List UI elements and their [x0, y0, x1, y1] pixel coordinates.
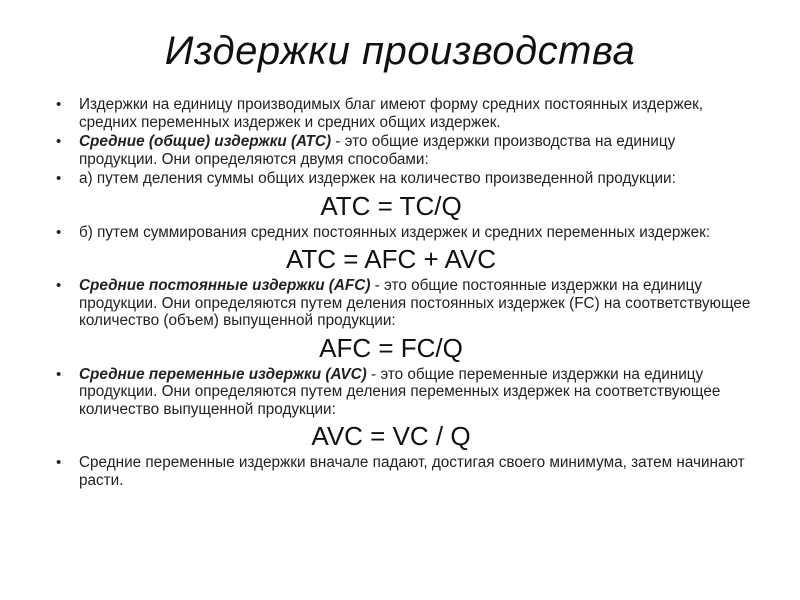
bullet-item	[56, 277, 756, 330]
bullet-dot: •	[56, 454, 62, 471]
bullet-dot: •	[56, 223, 62, 241]
bullet-text: Средние переменные издержки вначале падают, достигая своего минимума, затем начинают расти.	[79, 454, 745, 489]
bullet-item	[56, 170, 756, 188]
bullet-item	[56, 366, 756, 419]
bullet-text: а) путем деления суммы общих издержек на количество произведенной продукции:	[79, 170, 676, 187]
term-avc: Средние переменные издержки (AVC)	[79, 365, 367, 383]
bullet-dot: •	[56, 133, 62, 150]
bullet-dot: •	[56, 96, 62, 113]
term-atc: Средние (общие) издержки (АТС)	[79, 133, 332, 150]
bullet-text: б) путем суммирования средних постоянных издержек и средних переменных издержек:	[79, 223, 711, 241]
formula-afc-fc-q: AFC = FC/Q	[319, 332, 463, 363]
slide-title: Издержки производства	[164, 29, 636, 73]
bullet-item	[56, 454, 756, 489]
term-afc: Средние постоянные издержки (AFC)	[79, 277, 371, 294]
bullet-item	[56, 224, 756, 242]
bullet-dot: •	[56, 365, 62, 383]
formula-atc-tc-q: ATC = TC/Q	[320, 190, 462, 221]
bullet-text: - это общие постоянные издержки на единицу продукции. Они определяются путем деления постоянных издержек (FC) на соответствующее количество (объем) выпущенной продукции:	[79, 277, 751, 329]
formula-atc-afc-avc: ATC = AFC + AVC	[286, 244, 496, 274]
bullet-item	[56, 96, 756, 131]
slide-content	[56, 96, 756, 491]
bullet-text: - это общие издержки производства на единицу продукции. Они определяются двумя способами:	[79, 133, 676, 168]
bullet-text: Издержки на единицу производимых благ имеют форму средних постоянных издержек, средних переменных издержек и средних общих издержек.	[79, 96, 704, 131]
bullet-text: - это общие переменные издержки на единицу продукции. Они определяются путем деления переменных издержек на соответствующее количество выпущенной продукции:	[79, 365, 721, 418]
formula-avc-vc-q: AVC = VC / Q	[311, 421, 471, 451]
bullet-dot: •	[56, 277, 62, 294]
bullet-dot: •	[56, 170, 62, 187]
bullet-item	[56, 133, 756, 168]
